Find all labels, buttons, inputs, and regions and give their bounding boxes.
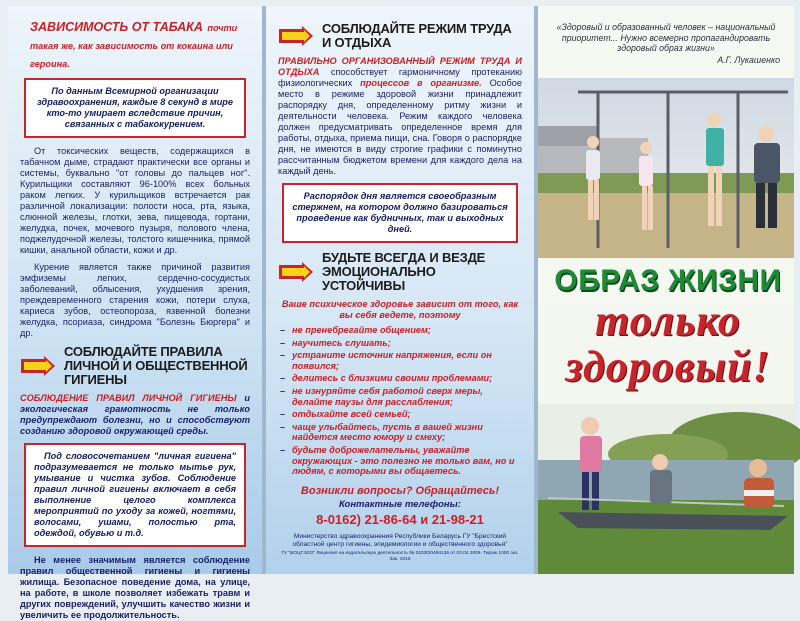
tobacco-heading-rest: почти такая же, как зависимость от кокаина или героина.: [30, 23, 238, 69]
list-item: – не изнуряйте себя работой сверх меры, делайте паузы для расслабления;: [278, 386, 522, 407]
hygiene-intro: [20, 393, 250, 437]
list-item: – делитесь с близкими своими проблемами;: [278, 373, 522, 384]
list-item: – отдыхайте всей семьей;: [278, 409, 522, 420]
family-exercise-photo: [538, 78, 794, 258]
middle-panel: [266, 6, 534, 574]
questions-callout: Возникли вопросы? Обращайтесь!: [300, 484, 500, 497]
hygiene-heading-row: [20, 345, 250, 387]
cover-title-line2: только: [595, 296, 741, 345]
left-panel: [8, 6, 262, 620]
emotional-heading: БУДЬТЕ ВСЕГДА И ВЕЗДЕ ЭМОЦИОНАЛЬНО УСТОЙЧИВЫ: [322, 250, 486, 293]
quote-text: «Здоровый и образованный человек – национальный приоритет... Нужно всемерно пропагандировать здоровый образ жизни»: [556, 22, 776, 53]
personal-hygiene-box: Под словосочетанием "личная гигиена" подразумевается не только мытье рук, умывание и чистка зубов. Соблюдение правил личной гигиены включает в себя выполнение целого комплекса мероприятий по уходу за кожей, ногтями, волосами, ушами, полостью рта, одеждой, обувью и т.д.: [24, 443, 246, 547]
list-item: – устраните источник напряжения, если он появился;: [278, 350, 522, 371]
regime-red: ПРАВИЛЬНО ОРГАНИЗОВАННЫЙ РЕЖИМ ТРУДА И ОТДЫХА: [278, 56, 522, 77]
who-fact-box: По данным Всемирной организации здравоохранения, каждые 8 секунд в мире кто-то умирает вследствие причин, связанных с табакокурением.: [24, 78, 246, 138]
public-hygiene-paragraph: Не менее значимым является соблюдение правил общественной гигиены и гигиены жилища. Безопасное поведение дома, на улице, на работе, в школе позволяет избежать травм и других повреждений, улучшить качество жизни и увеличить ее продолжительность.: [20, 555, 250, 620]
emotional-heading-row: [278, 251, 522, 293]
advice-list: [278, 325, 522, 477]
quote-author: А.Г. Лукашенко: [717, 54, 780, 65]
cover-title-line3: здоровый!: [565, 342, 771, 391]
regime-heading-row: [278, 22, 522, 50]
president-quote: [552, 22, 780, 65]
tobacco-heading: ЗАВИСИМОСТЬ ОТ ТАБАКА: [30, 20, 203, 34]
list-item: – не пренебрегайте общением;: [278, 325, 522, 336]
smoking-diseases-paragraph: Курение является также причиной развития эмфиземы легких, сердечно-сосудистых заболеваний, облысения, ухудшения зрения, преждевременного старения кожи, потери слуха, кариеса зубов, остеопороза, язвенной болезни желудка, псориаза, синдрома "Болезнь Бюргера" и др.: [20, 262, 250, 338]
regime-heading: СОБЛЮДАЙТЕ РЕЖИМ ТРУДА И ОТДЫХА: [322, 21, 512, 50]
regime-paragraph: [278, 56, 522, 177]
regime-mid: способствует гармоничному протеканию физиологических: [278, 67, 522, 88]
hygiene-intro-rest: и экологическая грамотность не только предупреждают болезни, но и способствуют созданию здоровой окружающей среды.: [20, 393, 250, 436]
arrow-icon: [278, 262, 314, 282]
hygiene-heading: СОБЛЮДАЙТЕ ПРАВИЛА ЛИЧНОЙ И ОБЩЕСТВЕННОЙ ГИГИЕНЫ: [64, 344, 248, 387]
arrow-icon: [278, 26, 314, 46]
contact-phones: 8-0162) 21-86-64 и 21-98-21: [316, 511, 484, 527]
list-item: – чаще улыбайтесь, пусть в вашей жизни найдется место юмору и смеху;: [278, 422, 522, 443]
cover-title-line1: ОБРАЗ ЖИЗНИ: [554, 264, 782, 297]
list-item: – научитесь слушать;: [278, 338, 522, 349]
tobacco-intro: [30, 18, 250, 72]
hygiene-intro-red: СОБЛЮДЕНИЕ ПРАВИЛ ЛИЧНОЙ ГИГИЕНЫ: [20, 393, 237, 403]
arrow-icon: [20, 356, 56, 376]
family-kayak-photo: [538, 404, 794, 574]
ministry-credit: Министерство здравоохранения Республики Беларусь ГУ "Брестский областной центр гигиены, эпидемиологии и общественного здоровья": [292, 532, 508, 548]
tobacco-paragraph: От токсических веществ, содержащихся в табачном дыме, страдают практически все органы и системы, буквально "от головы до пальцев ног". Курильщики составляют 96-100% всех больных раком легких. У курильщиков встречается рак различной локализации: полости носа, рта, языка, слюнной железы, глотки, зева, пищевода, гортани, желудка, почек, мочевого пузыря, полового члена, поджелудочной железы, толстого кишечника, прямой кишки, анальной области, кожи и др.: [20, 146, 250, 255]
print-info: ГУ "БОЦГЭОЗ" Лицензия на издательскую деятельность № 02330/0494136 от 03.04.2009. Тираж 1000 экз. Зак. 2016: [281, 550, 519, 562]
regime-rest: Особое место в режиме здоровой жизни принадлежит распорядку дня, определенному ритму жизни и деятельности человека. Режим каждого человека должен предусматривать определенное время для работы, отдыха, приема пищи, сна. Говоря о распорядке дня, не имеются в виду строгие графики с поминутно рассчитанным бюджетом времени для каждого дела на каждый день.: [278, 78, 522, 176]
daily-routine-box: Распорядок дня является своеобразным стержнем, на котором должно базироваться проведение как будничных, так и выходных дней.: [282, 183, 518, 243]
list-item: – будьте доброжелательны, уважайте окружающих - это полезно не только вам, но и людям, с которыми вы общаетесь.: [278, 445, 522, 477]
contact-label: Контактные телефоны:: [339, 498, 461, 510]
regime-red-2: процессов в организме.: [360, 78, 482, 88]
cover-panel: [538, 6, 794, 574]
emotional-intro: Ваше психическое здоровье зависит от того, как вы себя ведете, поэтому: [281, 299, 519, 320]
